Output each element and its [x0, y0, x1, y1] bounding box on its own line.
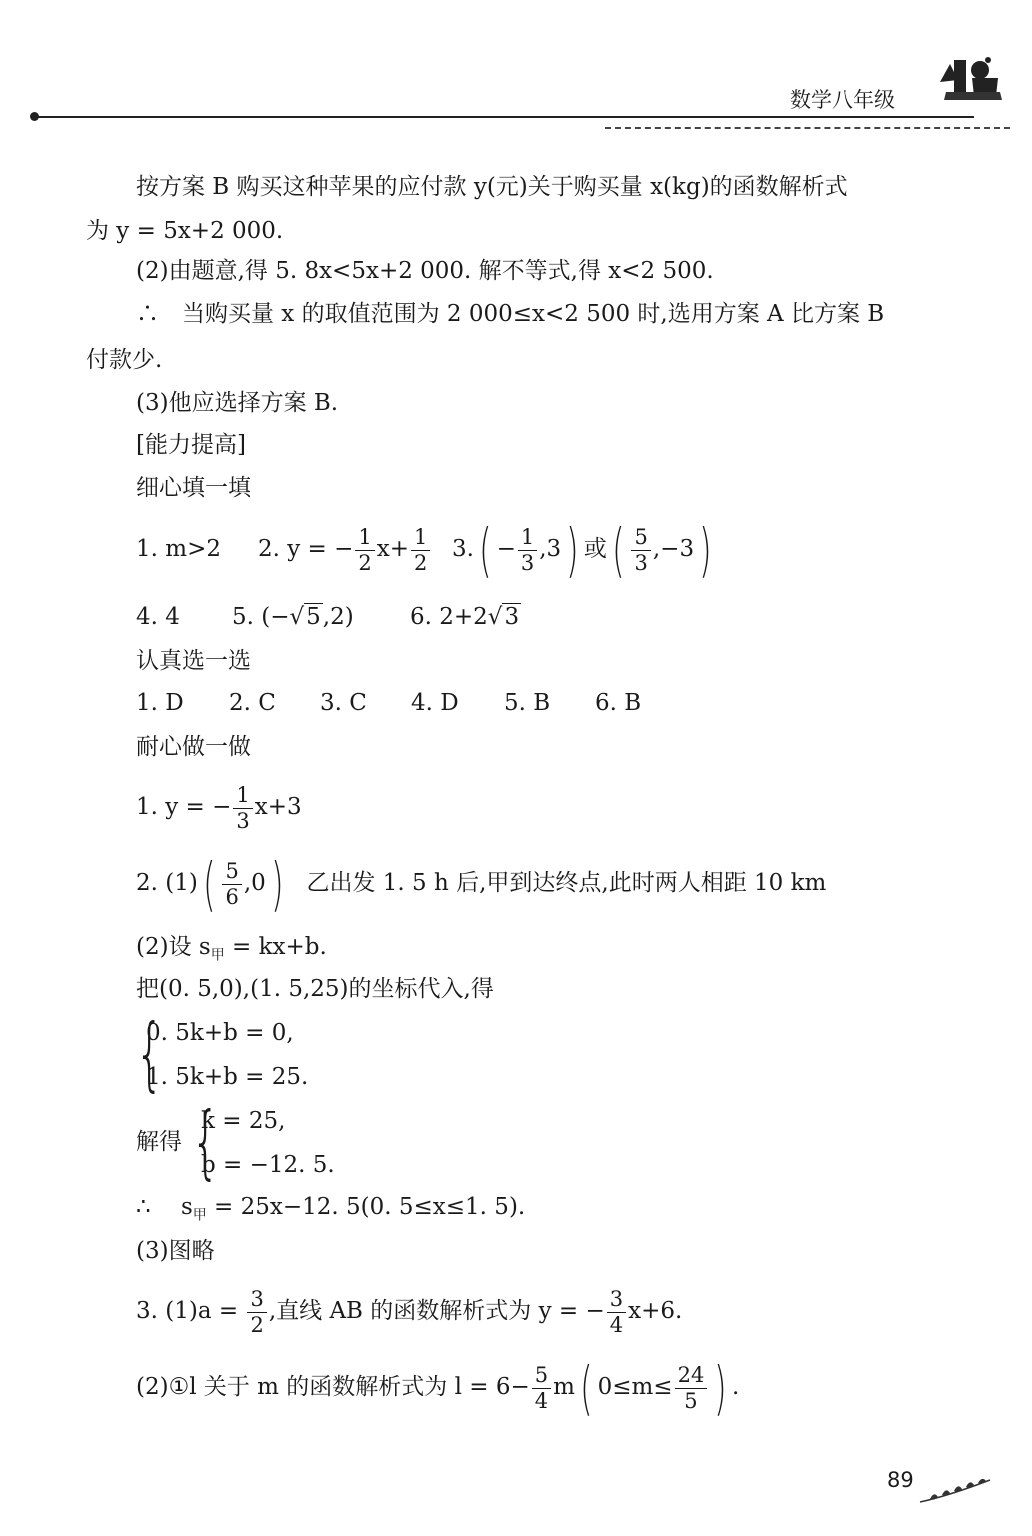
solve-answer-2-2: (2)设 $s_甲 = kx+b$.	[136, 934, 327, 964]
header-dashed-rule	[605, 127, 1010, 129]
equation-line: b = −12. 5.	[201, 1152, 335, 1178]
page-number: 89	[887, 1468, 914, 1492]
text-line: (3)图略	[136, 1238, 215, 1264]
fill-answer-1: 1. m>2	[136, 536, 221, 562]
fill-answer-2: 2. y = − $\frac{1}{2}$ x+ $\frac{1}{2}$	[258, 520, 432, 578]
text-line: (2)由题意,得 5. 8x<5x+2 000. 解不等式,得 x<2 500.	[136, 258, 714, 284]
section-heading: [能力提高]	[136, 432, 246, 458]
fill-answer-4: 4. 4	[136, 604, 180, 630]
solve-answer-2-1: 2. (1)( $\frac{5}{6}$ ,0) 乙出发 1. 5 h 后,甲到达终点,此时两人相距 10 km	[136, 850, 827, 918]
system-brace: {	[191, 1095, 220, 1188]
header-rule	[34, 116, 974, 118]
fill-answer-3: 3.( − $\frac{1}{3}$ ,3) 或( $\frac{5}{3}$ ,−3)	[452, 516, 712, 584]
text-line: 为 y = 5x+2 000.	[86, 218, 284, 244]
subsection-heading: 细心填一填	[136, 475, 251, 501]
solve-answer-3-1: 3. (1)a = $\frac{3}{2}$ ,直线 AB 的函数解析式为 y = − $\frac{3}{4}$ x+6.	[136, 1286, 683, 1337]
text-line: 解得	[136, 1129, 182, 1155]
choice-answer: 6. B	[595, 690, 642, 716]
choice-answer: 5. B	[504, 690, 551, 716]
system-brace: {	[135, 1007, 164, 1100]
equation-line: k = 25,	[201, 1108, 286, 1134]
fill-answer-6: 6. 2+2√3	[410, 604, 520, 630]
choice-answer: 2. C	[229, 690, 276, 716]
text-line: 按方案 B 购买这种苹果的应付款 y(元)关于购买量 x(kg)的函数解析式	[136, 174, 848, 200]
header-logo-icon	[936, 52, 1006, 104]
subsection-heading: 认真选一选	[136, 648, 251, 674]
solve-answer-3-2: (2)①l 关于 m 的函数解析式为 l = 6− $\frac{5}{4}$ m( 0≤m≤ $\frac{24}{5}$ ) .	[136, 1354, 740, 1422]
header-title: 数学八年级	[790, 88, 895, 112]
text-line: 付款少.	[86, 347, 163, 373]
leaf-ornament-icon	[918, 1476, 993, 1506]
result-line: ∴ $s_甲 = 25x-12$. 5(0. 5≤x≤1. 5).	[136, 1194, 526, 1224]
text-line: (3)他应选择方案 B.	[136, 390, 339, 416]
equation-line: 0. 5k+b = 0,	[146, 1020, 294, 1046]
solve-answer-1: 1. y = − $\frac{1}{3}$ x+3	[136, 782, 302, 833]
equation-line: 1. 5k+b = 25.	[146, 1064, 309, 1090]
choice-answer: 4. D	[411, 690, 459, 716]
text-line: ∴ 当购买量 x 的取值范围为 2 000≤x<2 500 时,选用方案 A 比方案 B	[136, 301, 885, 327]
fill-answer-5: 5. (−√5,2)	[232, 604, 354, 630]
choice-answer: 3. C	[320, 690, 367, 716]
choice-answer: 1. D	[136, 690, 184, 716]
text-line: 把(0. 5,0),(1. 5,25)的坐标代入,得	[136, 976, 494, 1002]
subsection-heading: 耐心做一做	[136, 734, 251, 760]
